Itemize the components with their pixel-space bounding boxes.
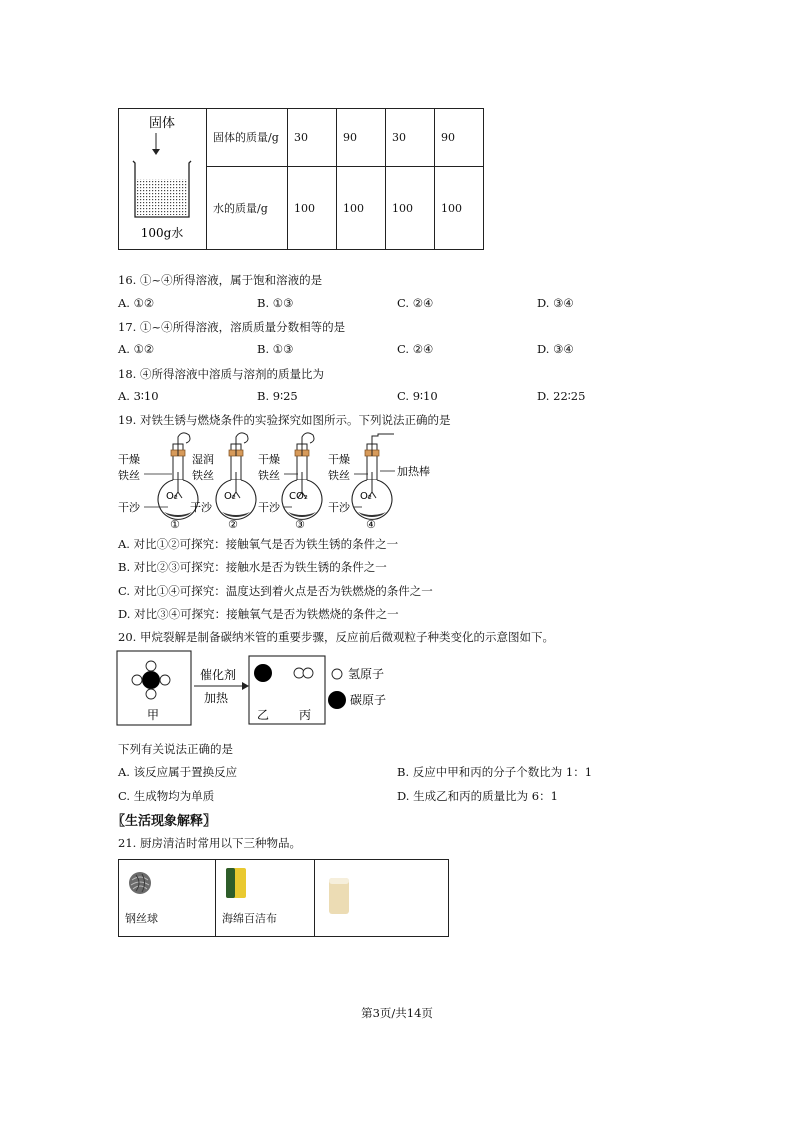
flask-4-bottom-label: 干沙	[328, 501, 350, 514]
item-label-steel-wool: 钢丝球	[125, 912, 158, 925]
flask-3-bottom-label: 干沙	[258, 501, 280, 514]
q17-stem: 17. ①~④所得溶液，溶质质量分数相等的是	[118, 320, 346, 334]
beaker-illustration-cell	[119, 109, 207, 250]
q20-option-b[interactable]: B. 反应中甲和丙的分子个数比为 1：1	[397, 765, 593, 779]
label-bing: 丙	[299, 708, 312, 722]
legend-hydrogen-icon	[332, 669, 342, 679]
row2-value: 100	[288, 167, 337, 250]
row1-value: 90	[337, 109, 386, 167]
q19-stem: 19. 对铁生锈与燃烧条件的实验探究如图所示。下列说法正确的是	[118, 413, 451, 427]
q16-option-a[interactable]: A. ①②	[118, 296, 155, 310]
beaker-diagram	[119, 109, 206, 249]
flask-2-bottom-label: 干沙	[190, 501, 212, 514]
q20-option-c[interactable]: C. 生成物均为单质	[118, 789, 215, 803]
carbon-atom-icon	[254, 664, 272, 682]
item-cell-sponge	[216, 860, 315, 937]
flask-1-mid-label: 铁丝	[118, 469, 140, 482]
q20-follow-text: 下列有关说法正确的是	[118, 742, 233, 756]
row1-value: 30	[288, 109, 337, 167]
flask-2-number: ②	[228, 518, 238, 531]
sponge-icon	[224, 866, 248, 900]
q20-option-d[interactable]: D. 生成乙和丙的质量比为 6：1	[397, 789, 558, 803]
solubility-table	[118, 108, 484, 250]
flask-1-bottom-label: 干沙	[118, 501, 140, 514]
heater-rod-label: 加热棒	[397, 465, 430, 478]
q16-option-d[interactable]: D. ③④	[537, 296, 574, 310]
hydrogen-atom-icon	[146, 689, 156, 699]
cleaning-block-icon	[327, 876, 351, 916]
arrow-top-label: 催化剂	[200, 668, 237, 682]
q16-option-b[interactable]: B. ①③	[257, 296, 294, 310]
q18-option-c[interactable]: C. 9∶10	[397, 389, 438, 403]
row2-value: 100	[337, 167, 386, 250]
flask-2-gas: O₂	[224, 491, 236, 502]
flask-1-number: ①	[170, 518, 180, 531]
flask-1-top-label: 干燥	[118, 453, 140, 466]
q19-option-b[interactable]: B. 对比②③可探究：接触水是否为铁生锈的条件之一	[118, 560, 387, 574]
flask-2-mid-label: 铁丝	[192, 469, 214, 482]
row1-label: 固体的质量/g	[207, 109, 288, 167]
flask-4-mid-label: 铁丝	[328, 469, 350, 482]
row1-value: 30	[386, 109, 435, 167]
flask-4-gas: O₂	[360, 491, 372, 502]
hydrogen-atom-icon	[294, 668, 304, 678]
hydrogen-atom-icon	[160, 675, 170, 685]
steel-wool-icon	[127, 870, 153, 896]
q17-option-a[interactable]: A. ①②	[118, 342, 155, 356]
beaker-bottom-label: 100g水	[140, 226, 184, 240]
flask-3-gas: CO₂	[289, 491, 308, 502]
q16-stem: 16. ①~④所得溶液，属于饱和溶液的是	[118, 273, 323, 287]
q18-option-a[interactable]: A. 3∶10	[118, 389, 159, 403]
legend-carbon-icon	[328, 691, 346, 709]
q16-option-c[interactable]: C. ②④	[397, 296, 434, 310]
q17-option-c[interactable]: C. ②④	[397, 342, 434, 356]
row2-value: 100	[386, 167, 435, 250]
label-yi: 乙	[257, 708, 270, 722]
q18-stem: 18. ④所得溶液中溶质与溶剂的质量比为	[118, 367, 324, 381]
section-title: 〖生活现象解释〗	[112, 814, 217, 829]
q18-option-d[interactable]: D. 22∶25	[537, 389, 586, 403]
cleaning-items-table	[118, 859, 449, 937]
item-cell-third	[315, 860, 449, 937]
row2-value: 100	[435, 167, 484, 250]
q19-option-d[interactable]: D. 对比③④可探究：接触氧气是否为铁燃烧的条件之一	[118, 607, 399, 621]
q19-option-c[interactable]: C. 对比①④可探究：温度达到着火点是否为铁燃烧的条件之一	[118, 584, 433, 598]
row2-label: 水的质量/g	[207, 167, 288, 250]
page-footer: 第3页/共14页	[361, 1006, 433, 1020]
methane-reaction-diagram	[116, 650, 406, 728]
carbon-atom-icon	[142, 671, 160, 689]
hydrogen-atom-icon	[146, 661, 156, 671]
hydrogen-atom-icon	[132, 675, 142, 685]
q18-option-b[interactable]: B. 9∶25	[257, 389, 298, 403]
q20-stem: 20. 甲烷裂解是制备碳纳米管的重要步骤，反应前后微观粒子种类变化的示意图如下。	[118, 630, 554, 644]
label-jia: 甲	[147, 708, 160, 722]
flask-3-number: ③	[295, 518, 305, 531]
hydrogen-atom-icon	[303, 668, 313, 678]
flask-4-top-label: 干燥	[328, 453, 350, 466]
item-cell-steel-wool	[119, 860, 216, 937]
legend-carbon-label: 碳原子	[350, 693, 387, 707]
arrow-bottom-label: 加热	[204, 691, 229, 705]
q17-option-b[interactable]: B. ①③	[257, 342, 294, 356]
flask-2-top-label: 湿润	[192, 453, 214, 466]
q20-option-a[interactable]: A. 该反应属于置换反应	[118, 765, 238, 779]
row1-value: 90	[435, 109, 484, 167]
flask-4-number: ④	[366, 518, 376, 531]
legend-hydrogen-label: 氢原子	[348, 667, 385, 681]
q21-stem: 21. 厨房清洁时常用以下三种物品。	[118, 836, 301, 850]
flask-3-top-label: 干燥	[258, 453, 280, 466]
flask-3-mid-label: 铁丝	[258, 469, 280, 482]
item-label-sponge: 海绵百洁布	[222, 912, 277, 925]
flask-experiment-diagram	[112, 432, 452, 532]
beaker-top-label: 固体	[148, 116, 176, 131]
q17-option-d[interactable]: D. ③④	[537, 342, 574, 356]
flask-1-gas: O₂	[166, 491, 178, 502]
q19-option-a[interactable]: A. 对比①②可探究：接触氧气是否为铁生锈的条件之一	[118, 537, 399, 551]
